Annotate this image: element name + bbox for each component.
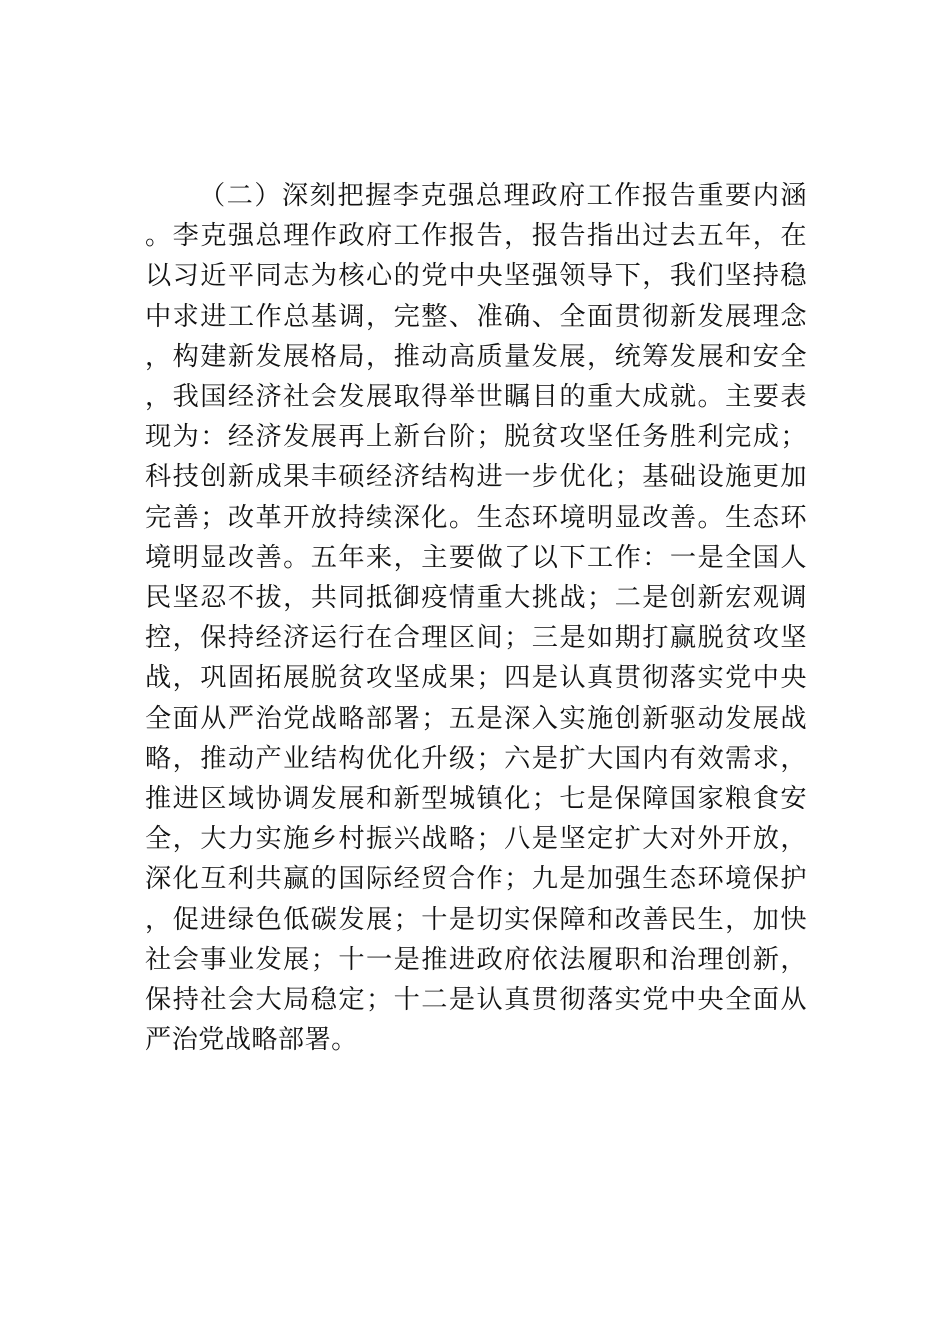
body-paragraph: （二）深刻把握李克强总理政府工作报告重要内涵。李克强总理作政府工作报告，报告指出过去五年，在以习近平同志为核心的党中央坚强领导下，我们坚持稳中求进工作总基调，完整、准确、全面贯彻新发展理念，构建新发展格局，推动高质量发展，统筹发展和安全，我国经济社会发展取得举世瞩目的重大成就。主要表现为：经济发展再上新台阶；脱贫攻坚任务胜利完成；科技创新成果丰硕经济结构进一步优化；基础设施更加完善；改革开放持续深化。生态环境明显改善。生态环境明显改善。五年来，主要做了以下工作：一是全国人民坚忍不拔，共同抵御疫情重大挑战；二是创新宏观调控，保持经济运行在合理区间；三是如期打赢脱贫攻坚战，巩固拓展脱贫攻坚成果；四是认真贯彻落实党中央全面从严治党战略部署；五是深入实施创新驱动发展战略，推动产业结构优化升级；六是扩大国内有效需求，推进区域协调发展和新型城镇化；七是保障国家粮食安全，大力实施乡村振兴战略；八是坚定扩大对外开放，深化互利共赢的国际经贸合作；九是加强生态环境保护，促进绿色低碳发展；十是切实保障和改善民生，加快社会事业发展；十一是推进政府依法履职和治理创新，保持社会大局稳定；十二是认真贯彻落实党中央全面从严治党战略部署。 xyxy=(145,181,807,1056)
